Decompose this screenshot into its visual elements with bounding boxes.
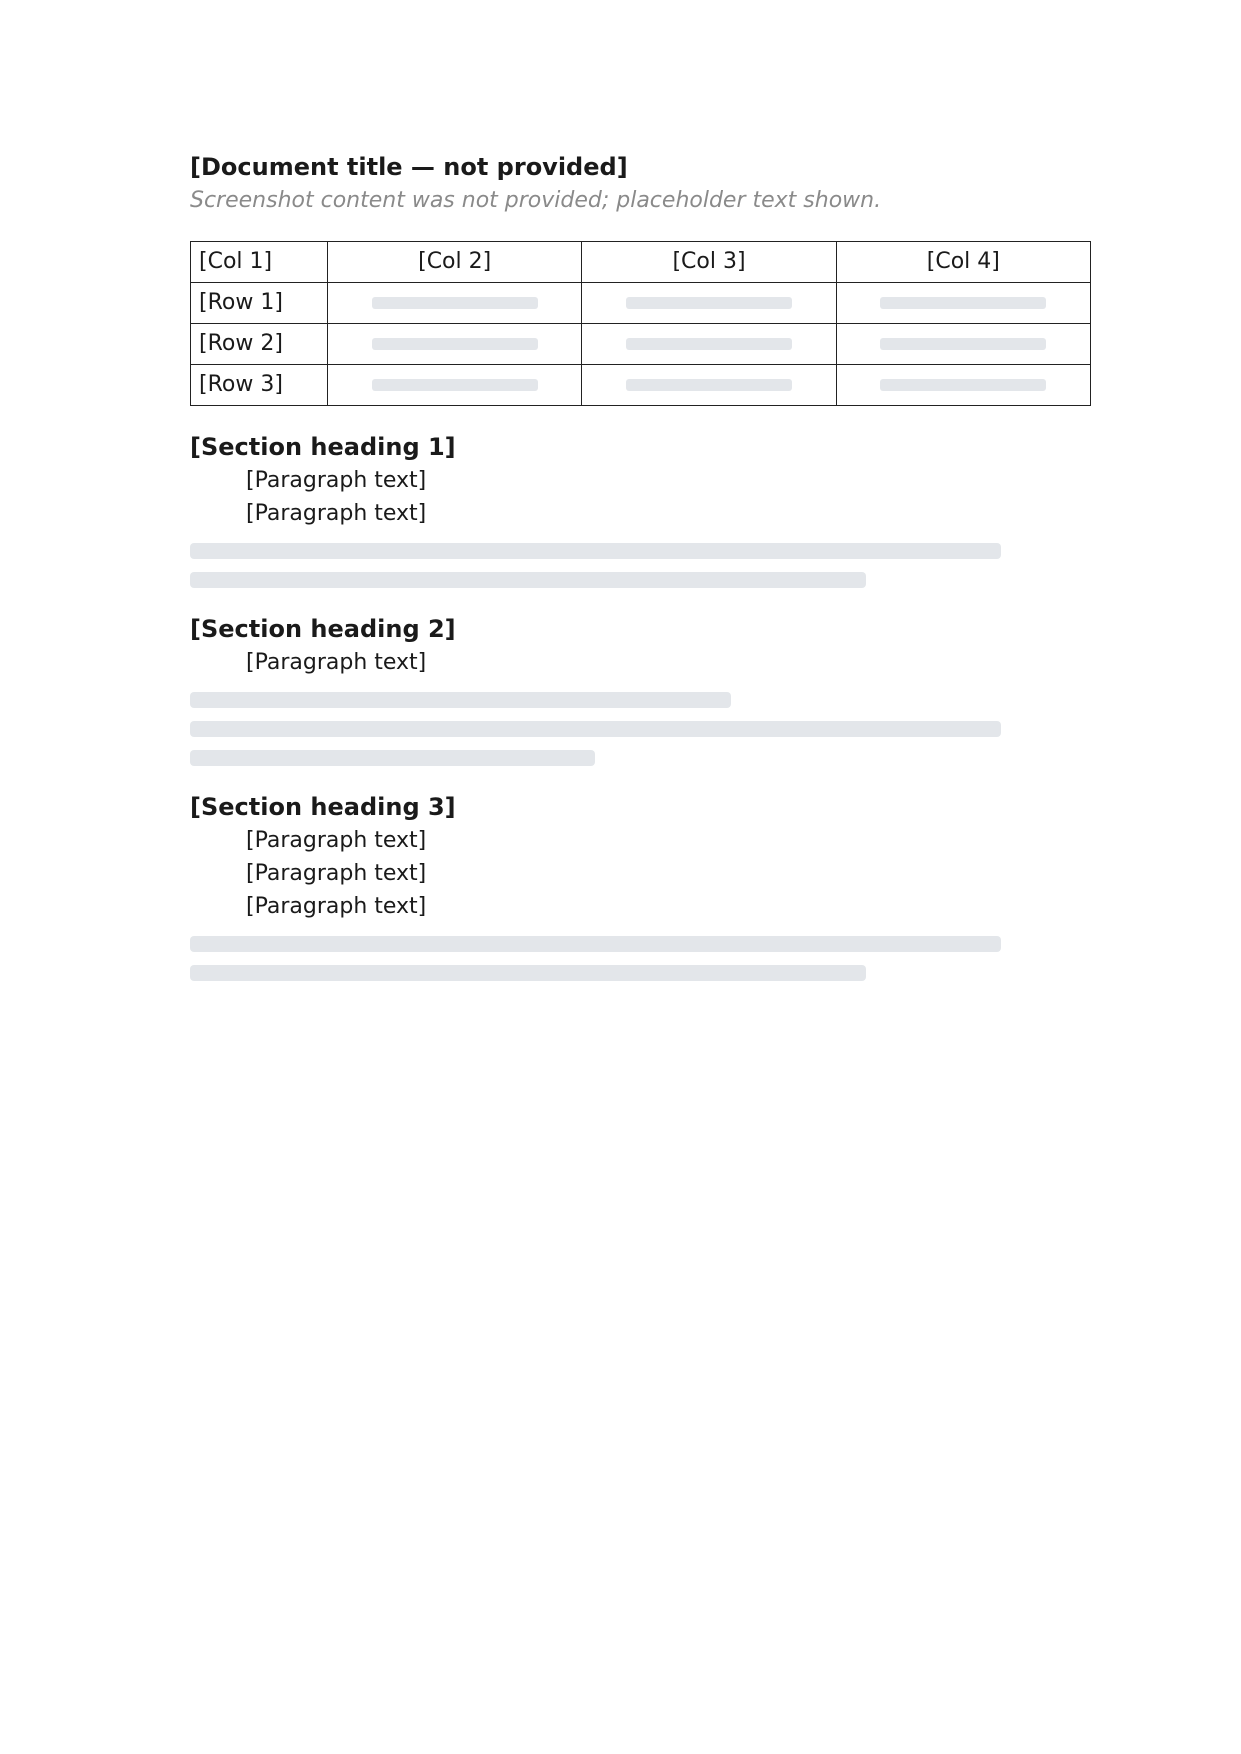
placeholder-line xyxy=(190,692,731,708)
table-header-cell: [Col 3] xyxy=(582,242,836,283)
table-row-label: [Row 3] xyxy=(191,365,328,406)
table-cell xyxy=(582,324,836,365)
placeholder-line xyxy=(190,965,866,981)
table-cell xyxy=(836,283,1090,324)
table-cell xyxy=(582,283,836,324)
document-title: [Document title — not provided] xyxy=(190,153,628,181)
table-cell xyxy=(836,324,1090,365)
content-table xyxy=(190,241,1091,406)
table-header-cell: [Col 2] xyxy=(328,242,582,283)
placeholder-line xyxy=(190,572,866,588)
section-3 xyxy=(190,790,1091,981)
paragraph: [Paragraph text] xyxy=(246,861,427,886)
table-cell xyxy=(582,365,836,406)
table-cell xyxy=(328,283,582,324)
table-row xyxy=(191,324,1091,365)
table-section xyxy=(190,241,1091,406)
table-row xyxy=(191,283,1091,324)
table-row xyxy=(191,365,1091,406)
table-header-cell: [Col 4] xyxy=(836,242,1090,283)
table-row-label: [Row 2] xyxy=(191,324,328,365)
placeholder-notice: Screenshot content was not provided; placeholder text shown. xyxy=(190,188,882,213)
table-cell xyxy=(328,324,582,365)
placeholder-line xyxy=(190,936,1001,952)
section-heading: [Section heading 2] xyxy=(190,615,456,643)
paragraph: [Paragraph text] xyxy=(246,650,427,675)
placeholder-line xyxy=(190,721,1001,737)
section-1 xyxy=(190,430,1091,588)
table-header-cell: [Col 1] xyxy=(191,242,328,283)
table-cell xyxy=(836,365,1090,406)
placeholder-line xyxy=(190,750,595,766)
table-row-label: [Row 1] xyxy=(191,283,328,324)
paragraph: [Paragraph text] xyxy=(246,468,427,493)
paragraph: [Paragraph text] xyxy=(246,894,427,919)
section-2 xyxy=(190,612,1091,766)
placeholder-line xyxy=(190,543,1001,559)
table-cell xyxy=(328,365,582,406)
table-header-row xyxy=(191,242,1091,283)
section-heading: [Section heading 1] xyxy=(190,433,456,461)
section-heading: [Section heading 3] xyxy=(190,793,456,821)
paragraph: [Paragraph text] xyxy=(246,828,427,853)
paragraph: [Paragraph text] xyxy=(246,501,427,526)
